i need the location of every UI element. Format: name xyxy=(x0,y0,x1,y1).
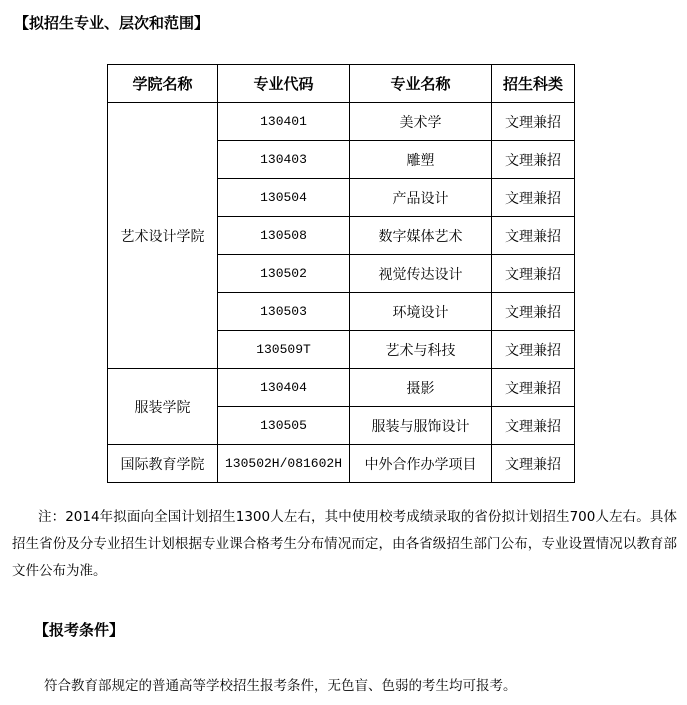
major-category: 文理兼招 xyxy=(492,293,575,331)
major-code: 130401 xyxy=(218,103,350,141)
enrollment-note: 注：2014年拟面向全国计划招生1300人左右，其中使用校考成绩录取的省份拟计划招生700人左右。具体招生省份及分专业招生计划根据专业课合格考生分布情况而定，由各省级招生部门公布，专业设置情况以教育部文件公布为准。 xyxy=(12,509,677,579)
major-name: 美术学 xyxy=(350,103,492,141)
major-category: 文理兼招 xyxy=(492,331,575,369)
section-heading-majors: 【拟招生专业、层次和范围】 xyxy=(14,14,210,32)
major-name: 产品设计 xyxy=(350,179,492,217)
major-name: 雕塑 xyxy=(350,141,492,179)
major-code: 130503 xyxy=(218,293,350,331)
major-name: 数字媒体艺术 xyxy=(350,217,492,255)
major-category: 文理兼招 xyxy=(492,407,575,445)
major-name: 艺术与科技 xyxy=(350,331,492,369)
college-cell: 艺术设计学院 xyxy=(108,103,218,369)
major-code: 130403 xyxy=(218,141,350,179)
major-name: 环境设计 xyxy=(350,293,492,331)
header-college: 学院名称 xyxy=(108,65,218,103)
major-category: 文理兼招 xyxy=(492,217,575,255)
section-heading-requirements: 【报考条件】 xyxy=(34,621,125,639)
major-name: 中外合作办学项目 xyxy=(350,445,492,483)
major-code: 130509T xyxy=(218,331,350,369)
major-category: 文理兼招 xyxy=(492,103,575,141)
requirements-text: 符合教育部规定的普通高等学校招生报考条件，无色盲、色弱的考生均可报考。 xyxy=(44,678,517,694)
major-category: 文理兼招 xyxy=(492,255,575,293)
major-code: 130504 xyxy=(218,179,350,217)
major-code: 130508 xyxy=(218,217,350,255)
major-code: 130502 xyxy=(218,255,350,293)
table-row xyxy=(108,103,575,141)
college-cell: 国际教育学院 xyxy=(108,445,218,483)
header-name: 专业名称 xyxy=(350,65,492,103)
major-category: 文理兼招 xyxy=(492,141,575,179)
major-code: 130502H/081602H xyxy=(218,445,350,483)
header-code: 专业代码 xyxy=(218,65,350,103)
major-code: 130505 xyxy=(218,407,350,445)
major-category: 文理兼招 xyxy=(492,445,575,483)
major-category: 文理兼招 xyxy=(492,179,575,217)
major-code: 130404 xyxy=(218,369,350,407)
table-row xyxy=(108,445,575,483)
major-name: 视觉传达设计 xyxy=(350,255,492,293)
college-cell: 服装学院 xyxy=(108,369,218,445)
majors-table xyxy=(107,64,575,483)
table-row xyxy=(108,369,575,407)
table-header-row xyxy=(108,65,575,103)
major-name: 服装与服饰设计 xyxy=(350,407,492,445)
major-category: 文理兼招 xyxy=(492,369,575,407)
header-category: 招生科类 xyxy=(492,65,575,103)
major-name: 摄影 xyxy=(350,369,492,407)
